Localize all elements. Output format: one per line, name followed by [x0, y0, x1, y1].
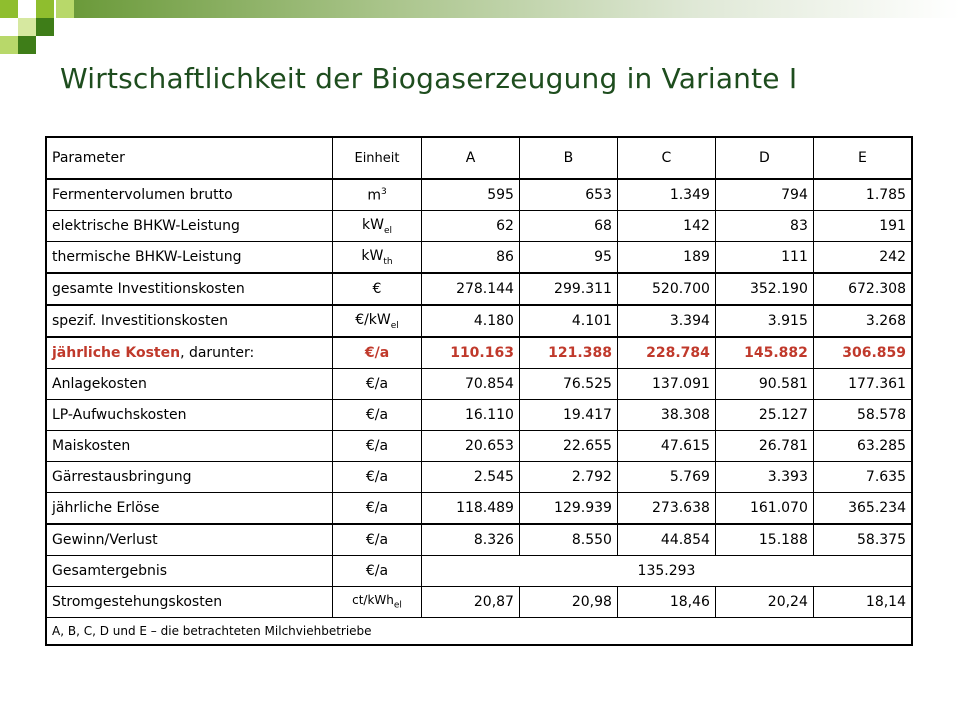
parameter-label: thermische BHKW-Leistung — [52, 249, 242, 265]
value-cell: 68 — [519, 211, 617, 242]
unit-superscript: 3 — [380, 186, 387, 197]
unit-label: €/a — [365, 532, 389, 548]
value-cell: 20,87 — [422, 587, 520, 618]
value-cell: 90.581 — [715, 369, 813, 400]
value-cell: 76.525 — [519, 369, 617, 400]
parameter-label: jährliche Kosten — [52, 345, 181, 361]
value-cell: 3.393 — [715, 462, 813, 493]
slide-title: Wirtschaftlichkeit der Biogaserzeugung in Variante I — [60, 62, 798, 95]
parameter-label: elektrische BHKW-Leistung — [52, 218, 240, 234]
parameter-cell — [46, 524, 333, 556]
unit-label: € — [372, 281, 382, 297]
table-row — [46, 556, 912, 587]
value-cell: 20,24 — [715, 587, 813, 618]
unit-cell — [333, 337, 422, 369]
value-cell: 129.939 — [519, 493, 617, 525]
table-row — [46, 337, 912, 369]
parameter-label: Fermentervolumen brutto — [52, 187, 233, 203]
unit-label: €/a — [365, 500, 389, 516]
value-cell: 19.417 — [519, 400, 617, 431]
parameter-label: jährliche Erlöse — [52, 500, 160, 516]
parameter-label: Gesamtergebnis — [52, 563, 168, 579]
unit-label: €/a — [365, 469, 389, 485]
value-cell: 22.655 — [519, 431, 617, 462]
unit-subscript: th — [383, 256, 393, 267]
value-cell: 520.700 — [617, 273, 715, 305]
value-cell: 3.915 — [715, 305, 813, 337]
header-col-d: D — [715, 137, 813, 179]
unit-cell — [333, 524, 422, 556]
value-cell: 70.854 — [422, 369, 520, 400]
table-row — [46, 273, 912, 305]
value-cell: 142 — [617, 211, 715, 242]
table-row — [46, 305, 912, 337]
unit-cell — [333, 242, 422, 274]
value-cell: 1.349 — [617, 179, 715, 211]
value-cell: 47.615 — [617, 431, 715, 462]
parameter-cell — [46, 305, 333, 337]
value-cell: 352.190 — [715, 273, 813, 305]
parameter-cell — [46, 462, 333, 493]
parameter-label: Maiskosten — [52, 438, 131, 454]
unit-label: kW — [361, 247, 384, 264]
value-cell: 5.769 — [617, 462, 715, 493]
deco-square — [18, 18, 36, 36]
parameter-label: Stromgestehungskosten — [52, 594, 223, 610]
value-cell: 8.326 — [422, 524, 520, 556]
value-cell: 18,46 — [617, 587, 715, 618]
table-header-row — [46, 137, 912, 179]
value-cell: 38.308 — [617, 400, 715, 431]
unit-cell — [333, 493, 422, 525]
value-cell: 145.882 — [715, 337, 813, 369]
parameter-label: Anlagekosten — [52, 376, 147, 392]
parameter-cell — [46, 337, 333, 369]
table-row — [46, 369, 912, 400]
parameter-cell — [46, 587, 333, 618]
value-cell: 273.638 — [617, 493, 715, 525]
header-col-a: A — [422, 137, 520, 179]
value-cell: 63.285 — [813, 431, 912, 462]
unit-subscript: el — [390, 320, 399, 331]
value-cell: 161.070 — [715, 493, 813, 525]
value-cell: 95 — [519, 242, 617, 274]
parameter-cell — [46, 273, 333, 305]
value-cell: 595 — [422, 179, 520, 211]
value-cell: 58.375 — [813, 524, 912, 556]
parameter-label: Gärrestausbringung — [52, 469, 192, 485]
value-cell: 20,98 — [519, 587, 617, 618]
unit-label: ct/kWh — [352, 593, 394, 608]
value-cell: 278.144 — [422, 273, 520, 305]
value-cell: 189 — [617, 242, 715, 274]
value-cell: 3.268 — [813, 305, 912, 337]
table-row — [46, 179, 912, 211]
header-col-e: E — [813, 137, 912, 179]
parameter-label: spezif. Investitionskosten — [52, 313, 228, 329]
value-cell: 8.550 — [519, 524, 617, 556]
deco-square — [36, 18, 54, 36]
table-row — [46, 211, 912, 242]
value-cell: 20.653 — [422, 431, 520, 462]
unit-cell — [333, 369, 422, 400]
value-cell: 794 — [715, 179, 813, 211]
table-row — [46, 587, 912, 618]
deco-square — [0, 0, 18, 18]
parameter-cell — [46, 369, 333, 400]
unit-cell — [333, 431, 422, 462]
value-cell: 365.234 — [813, 493, 912, 525]
value-cell: 137.091 — [617, 369, 715, 400]
value-cell: 306.859 — [813, 337, 912, 369]
unit-cell — [333, 556, 422, 587]
value-cell: 191 — [813, 211, 912, 242]
value-cell: 672.308 — [813, 273, 912, 305]
value-cell: 2.545 — [422, 462, 520, 493]
unit-cell — [333, 587, 422, 618]
deco-square — [36, 0, 54, 18]
unit-cell — [333, 211, 422, 242]
value-cell: 44.854 — [617, 524, 715, 556]
table-row — [46, 493, 912, 525]
value-cell: 25.127 — [715, 400, 813, 431]
table-row — [46, 431, 912, 462]
parameter-cell — [46, 556, 333, 587]
unit-cell — [333, 305, 422, 337]
parameter-suffix: , darunter: — [180, 345, 255, 361]
value-cell: 111 — [715, 242, 813, 274]
unit-label: €/a — [365, 407, 389, 423]
unit-subscript: el — [393, 600, 402, 611]
parameter-label: gesamte Investitionskosten — [52, 281, 245, 297]
value-cell: 15.188 — [715, 524, 813, 556]
header-gradient-bar — [74, 0, 960, 18]
table-row — [46, 400, 912, 431]
value-cell: 83 — [715, 211, 813, 242]
value-cell: 26.781 — [715, 431, 813, 462]
value-cell: 653 — [519, 179, 617, 211]
unit-cell — [333, 273, 422, 305]
value-cell: 228.784 — [617, 337, 715, 369]
parameter-cell — [46, 179, 333, 211]
value-cell: 121.388 — [519, 337, 617, 369]
unit-label: €/a — [365, 563, 389, 579]
unit-label: €/a — [364, 345, 390, 361]
unit-label: €/a — [365, 438, 389, 454]
value-cell: 16.110 — [422, 400, 520, 431]
footnote: A, B, C, D und E – die betrachteten Milchviehbetriebe — [46, 618, 912, 646]
value-cell: 177.361 — [813, 369, 912, 400]
header-col-c: C — [617, 137, 715, 179]
value-cell: 2.792 — [519, 462, 617, 493]
table-row — [46, 524, 912, 556]
header-col-b: B — [519, 137, 617, 179]
unit-label: €/a — [365, 376, 389, 392]
parameter-cell — [46, 400, 333, 431]
value-cell: 4.180 — [422, 305, 520, 337]
unit-cell — [333, 179, 422, 211]
unit-label: m — [367, 187, 381, 204]
value-cell: 299.311 — [519, 273, 617, 305]
footnote-row — [46, 618, 912, 646]
unit-cell — [333, 462, 422, 493]
header-parameter: Parameter — [46, 137, 333, 179]
unit-subscript: el — [383, 225, 392, 236]
parameter-cell — [46, 493, 333, 525]
value-cell: 118.489 — [422, 493, 520, 525]
parameter-label: LP-Aufwuchskosten — [52, 407, 187, 423]
value-cell: 1.785 — [813, 179, 912, 211]
unit-label: €/kW — [355, 311, 391, 328]
unit-label: kW — [362, 216, 384, 233]
value-cell: 242 — [813, 242, 912, 274]
value-cell: 110.163 — [422, 337, 520, 369]
parameter-label: Gewinn/Verlust — [52, 532, 158, 548]
deco-square — [18, 36, 36, 54]
value-cell: 86 — [422, 242, 520, 274]
economics-table — [45, 136, 913, 646]
unit-cell — [333, 400, 422, 431]
deco-square — [56, 0, 74, 18]
merged-value-cell: 135.293 — [422, 556, 913, 587]
value-cell: 62 — [422, 211, 520, 242]
header-einheit: Einheit — [333, 137, 422, 179]
value-cell: 18,14 — [813, 587, 912, 618]
value-cell: 3.394 — [617, 305, 715, 337]
value-cell: 4.101 — [519, 305, 617, 337]
parameter-cell — [46, 431, 333, 462]
value-cell: 7.635 — [813, 462, 912, 493]
parameter-cell — [46, 242, 333, 274]
table-row — [46, 242, 912, 274]
parameter-cell — [46, 211, 333, 242]
deco-square — [0, 36, 18, 54]
table-row — [46, 462, 912, 493]
value-cell: 58.578 — [813, 400, 912, 431]
